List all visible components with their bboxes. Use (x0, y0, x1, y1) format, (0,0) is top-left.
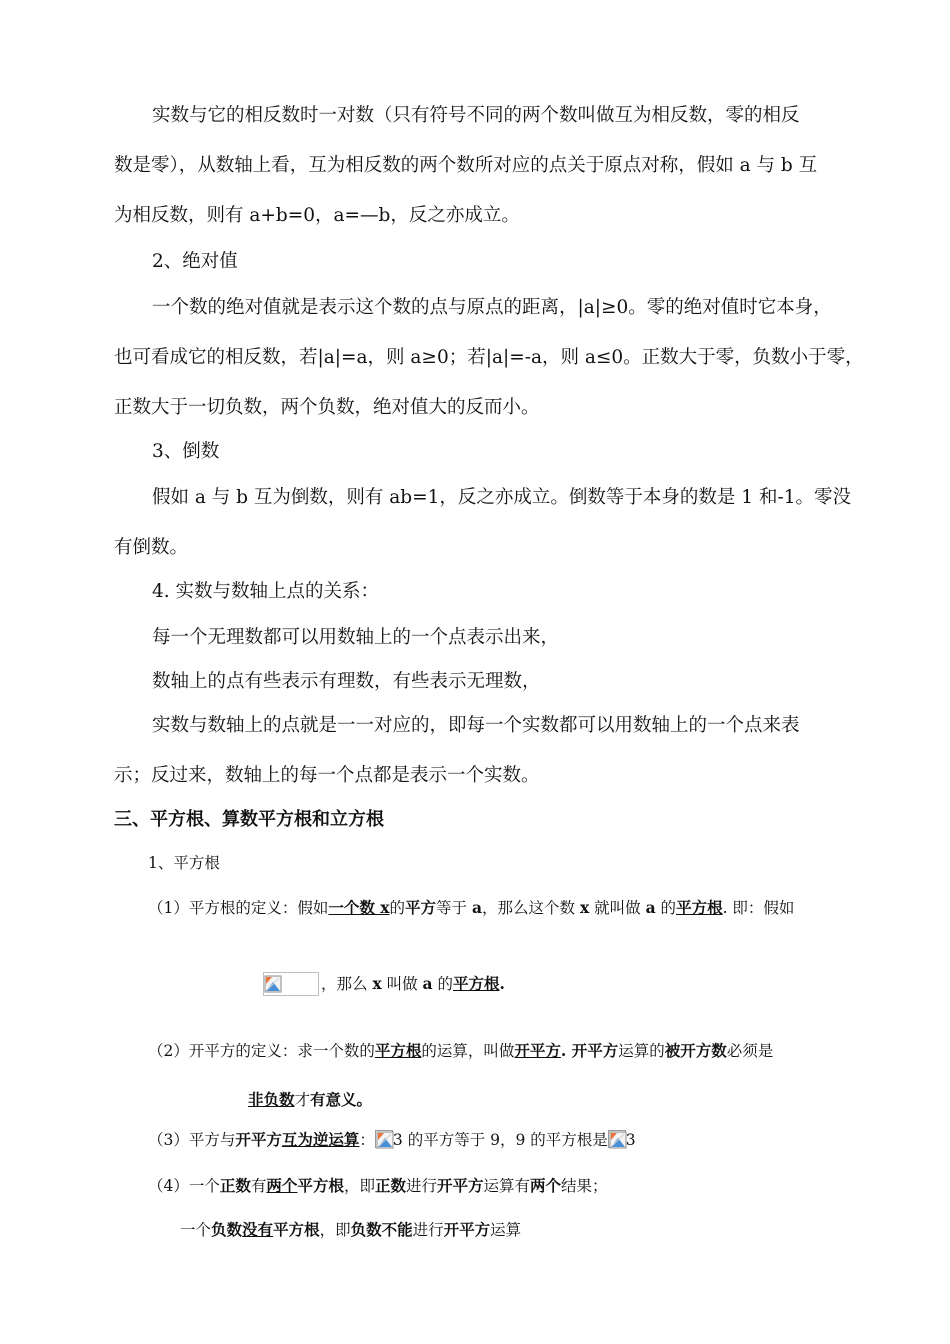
d4b-text-e: ，即 (319, 1221, 351, 1239)
d4-text-f: ，即 (343, 1177, 375, 1195)
d4b-term-cannot: 不能 (381, 1220, 413, 1239)
broken-image-icon (375, 1130, 393, 1148)
d4-term-square-root: 平方根 (297, 1176, 344, 1195)
p2-line2: 也可看成它的相反数，若|a|=a，则 a≥0；若|a|=-a，则 a≤0。正数大于零，负数小于零， (114, 347, 864, 368)
p1-line1: 实数与它的相反数时一对数（只有符号不同的两个数叫做互为相反数，零的相反 (152, 105, 800, 126)
broken-image-icon (608, 1130, 626, 1148)
d4b-term-negative-2: 负数 (350, 1220, 382, 1239)
d4b-term-square-rooting: 开平方 (443, 1220, 491, 1239)
d2-text-a: （2）开平方的定义：求一个数的 (148, 1042, 375, 1060)
p1-line3: 为相反数，则有 a+b=0，a=—b，反之亦成立。 (114, 205, 520, 226)
d4-term-square-rooting: 开平方 (436, 1176, 484, 1195)
d2-term-radicand: 被开方数 (664, 1041, 727, 1060)
p4-line3: 实数与数轴上的点就是一一对应的，即每一个实数都可以用数轴上的一个点来表 (152, 715, 800, 736)
d1b-term-square-root: 平方根 (453, 974, 500, 993)
d1-text-a: （1）平方根的定义：假如 (148, 899, 329, 917)
definition-1 (148, 896, 794, 918)
d2-text-e: . (560, 1041, 572, 1060)
d1-text-c: 的 (389, 899, 406, 917)
d3-term-square-rooting: 开平方 (235, 1130, 282, 1149)
d2-term-square-root: 平方根 (374, 1041, 422, 1060)
formula-image-placeholder (263, 972, 319, 996)
d2-text-i: 必须是 (726, 1042, 774, 1060)
d1-var-x: x (579, 898, 590, 917)
d4-text-h: 进行 (405, 1177, 437, 1195)
d1b-var-a: a (422, 974, 433, 993)
d1-term-square-root: 平方根 (676, 898, 723, 917)
subheading-square-root: 1、平方根 (148, 854, 220, 872)
broken-image-icon (264, 975, 282, 993)
d2b-term-non-negative: 非负数 (248, 1090, 295, 1109)
d3-text-e: 3 的平方等于 9，9 的平方根是 (392, 1131, 608, 1149)
heading-absolute-value: 2、绝对值 (152, 251, 238, 272)
d4b-term-negative: 负数 (211, 1220, 243, 1239)
d1b-var-x: x (372, 974, 382, 993)
p2-line1: 一个数的绝对值就是表示这个数的点与原点的距离，|a|≥0。零的绝对值时它本身， (152, 297, 832, 318)
d4-term-two-2: 两个 (530, 1176, 562, 1195)
d1b-text-g: . (499, 974, 505, 993)
d1-text-e: 等于 (436, 899, 472, 917)
d4-term-positive-2: 正数 (374, 1176, 406, 1195)
definition-1-cont (263, 972, 505, 996)
definition-4-cont (180, 1218, 521, 1240)
d1-term-square: 平方 (405, 898, 437, 917)
d1b-text-a: ，那么 (321, 975, 373, 993)
p4-line2: 数轴上的点有些表示有理数，有些表示无理数， (152, 671, 541, 692)
d1-var-a: a (471, 898, 483, 917)
d2-text-g: 运算的 (618, 1042, 665, 1060)
d3-text-f: 3 (625, 1131, 636, 1149)
definition-4 (148, 1174, 608, 1196)
definition-2-cont (248, 1088, 372, 1110)
d2b-term-meaningful: 有意义。 (310, 1090, 373, 1109)
p3-line1: 假如 a 与 b 互为倒数，则有 ab=1，反之亦成立。倒数等于本身的数是 1 和-1。零没 (152, 487, 851, 508)
d4-text-l: 结果； (561, 1177, 608, 1195)
d3-text-d: ： (359, 1131, 375, 1149)
heading-real-number-axis: 4. 实数与数轴上点的关系： (152, 581, 380, 602)
d2b-text-b: 才 (294, 1091, 311, 1109)
d4b-term-none: 没有 (242, 1220, 274, 1239)
d4-text-j: 运算有 (483, 1177, 531, 1195)
d4-text-c: 有 (250, 1177, 267, 1195)
p1-line2: 数是零），从数轴上看，互为相反数的两个数所对应的点关于原点对称，假如 a 与 b 互 (114, 155, 818, 176)
d4b-term-square-root: 平方根 (273, 1220, 320, 1239)
d2-term-square-rooting-2: 开平方 (571, 1041, 619, 1060)
d3-term-inverse-operation: 互为逆运算 (281, 1130, 360, 1149)
d2-term-square-rooting: 开平方 (514, 1041, 561, 1060)
definition-2 (148, 1039, 773, 1061)
d1-text-k: 的 (655, 899, 677, 917)
d4-text-a: （4）一个 (148, 1177, 220, 1195)
d4-term-positive: 正数 (219, 1176, 251, 1195)
d1b-text-e: 的 (432, 975, 454, 993)
d1-var-a2: a (645, 898, 656, 917)
d4b-text-j: 运算 (490, 1221, 522, 1239)
d4b-text-a: 一个 (180, 1221, 212, 1239)
d1-text-m: . 即：假如 (722, 899, 795, 917)
d3-text-a: （3）平方与 (148, 1131, 236, 1149)
d4-term-two: 两个 (266, 1176, 298, 1195)
p3-line2: 有倒数。 (114, 537, 189, 558)
section-heading: 三、平方根、算数平方根和立方根 (114, 809, 384, 830)
definition-3 (148, 1128, 636, 1150)
d1-text-g: ，那么这个数 (482, 899, 580, 917)
d1-text-i: 就叫做 (589, 899, 646, 917)
d1-term-a-number-x: 一个数 x (328, 898, 390, 917)
heading-reciprocal: 3、倒数 (152, 441, 220, 462)
d2-text-c: 的运算，叫做 (421, 1042, 515, 1060)
p2-line3: 正数大于一切负数，两个负数，绝对值大的反而小。 (114, 397, 540, 418)
d4b-text-h: 进行 (412, 1221, 444, 1239)
d1b-text-c: 叫做 (381, 975, 423, 993)
p4-line4: 示；反过来，数轴上的每一个点都是表示一个实数。 (114, 765, 540, 786)
p4-line1: 每一个无理数都可以用数轴上的一个点表示出来， (152, 627, 560, 648)
